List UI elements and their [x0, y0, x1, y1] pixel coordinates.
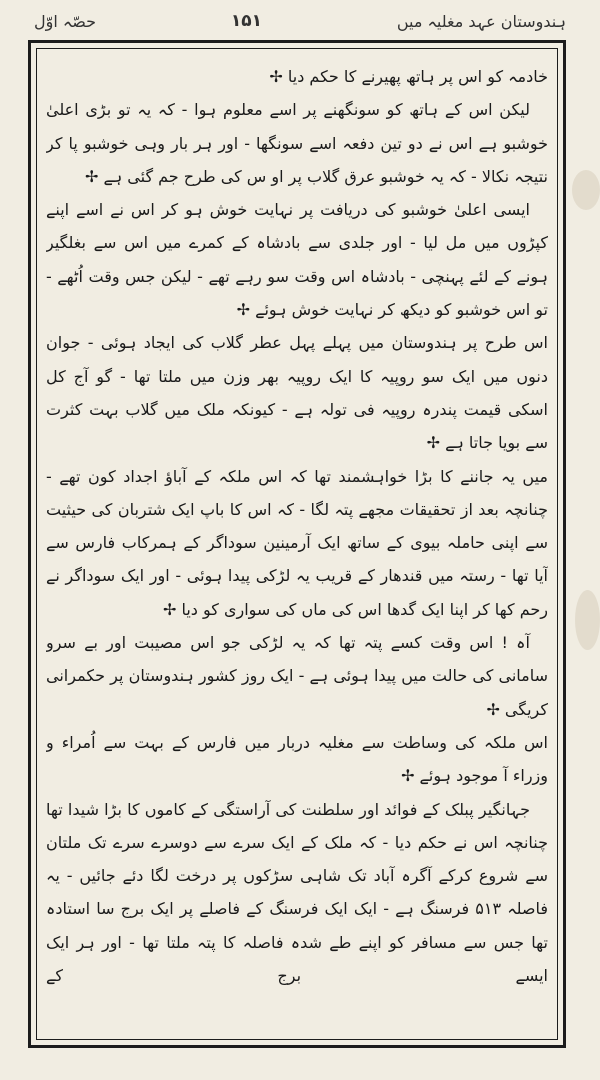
- paragraph-7: اس ملکہ کی وساطت سے مغلیہ دربار میں فارس کے بہت سے اُمراء و وزراء آ موجود ہوئے ✢: [46, 732, 548, 786]
- paragraph-8: جہانگیر پبلک کے فوائد اور سلطنت کی آراستگی کے کاموں کا بڑا شیدا تھا چنانچہ اس نے حکم دیا - کہ ملک کے ایک سرے سے دوسرے سرے تک ملتان سے شروع کرکے آگرہ آباد تک شاہی سڑکوں پر درخت لگا دئے جائیں - یہ فاصلہ ۵۱۳ فرسنگ ہے - ایک ایک فرسنگ کے فاصلے پر ایک برج سا استادہ تھا جس سے مسافر کو اپنے طے شدہ فاصلہ کا پتہ ملتا تھا - اور ہر ایک ایسے برج کے: [46, 799, 548, 986]
- header-part-title: حصّہ اوّل: [34, 11, 97, 31]
- paragraph-1: خادمہ کو اس پر ہاتھ پھیرنے کا حکم دیا ✢: [269, 67, 548, 86]
- header-book-title: ہندوستان عہد مغلیہ میں: [396, 11, 566, 31]
- paragraph-5: میں یہ جاننے کا بڑا خواہشمند تھا کہ اس ملکہ کے آباؤ اجداد کون تھے - چنانچہ بعد از تحقیقات مجھے پتہ لگا - کہ اس کا باپ ایک شتربان کی حیثیت سے اپنی حاملہ بیوی کے ساتھ ایک آرمینین سوداگر کے ہمرکاب فارس سے آیا تھا - رستہ میں قندھار کے قریب یہ لڑکی پیدا ہوئی - اور ایک سوداگر نے رحم کھا کر اپنا ایک گدھا اس کی ماں کی سواری کو دیا ✢: [46, 466, 548, 619]
- body-text: [46, 60, 548, 1030]
- paragraph-2: لیکن اس کے ہاتھ کو سونگھنے پر اسے معلوم ہوا - کہ یہ تو بڑی اعلیٰ خوشبو ہے اس نے دو تین دفعہ اسے سونگھا - اور ہر بار وہی خوشبو پا کر نتیجہ نکالا - کہ یہ خوشبو عرق گلاب پر او س کی طرح جم گئی ہے ✢: [46, 100, 548, 186]
- paper-stain: [572, 170, 600, 210]
- page-number: ۱۵۱: [230, 11, 263, 31]
- paragraph-3: ایسی اعلیٰ خوشبو کی دریافت پر نہایت خوش ہو کر اس نے اسے اپنے کپڑوں میں مل لیا - اور جلدی سے بادشاہ کے کمرے میں اس سے بغلگیر ہونے کے لئے پہنچی - بادشاہ اس وقت سو رہے تھے - لیکن جس وقت اُٹھے - تو اس خوشبو کو دیکھ کر نہایت خوش ہوئے ✢: [46, 200, 548, 320]
- running-header: [34, 6, 566, 36]
- paragraph-6: آہ ! اس وقت کسے پتہ تھا کہ یہ لڑکی جو اس مصیبت اور بے سرو سامانی کی حالت میں پیدا ہوئی ہے - ایک روز کشور ہندوستان پر حکمرانی کریگی ✢: [46, 633, 548, 719]
- paper-stain: [575, 590, 600, 650]
- paragraph-4: اس طرح پر ہندوستان میں پہلے پہل عطر گلاب کی ایجاد ہوئی - جوان دنوں میں ایک سو روپیہ کا ایک روپیہ بھر وزن میں ملتا تھا - گو آج کل اسکی قیمت پندرہ روپیہ فی تولہ ہے - کیونکہ ملک میں گلاب بہت کثرت سے بویا جاتا ہے ✢: [46, 333, 548, 453]
